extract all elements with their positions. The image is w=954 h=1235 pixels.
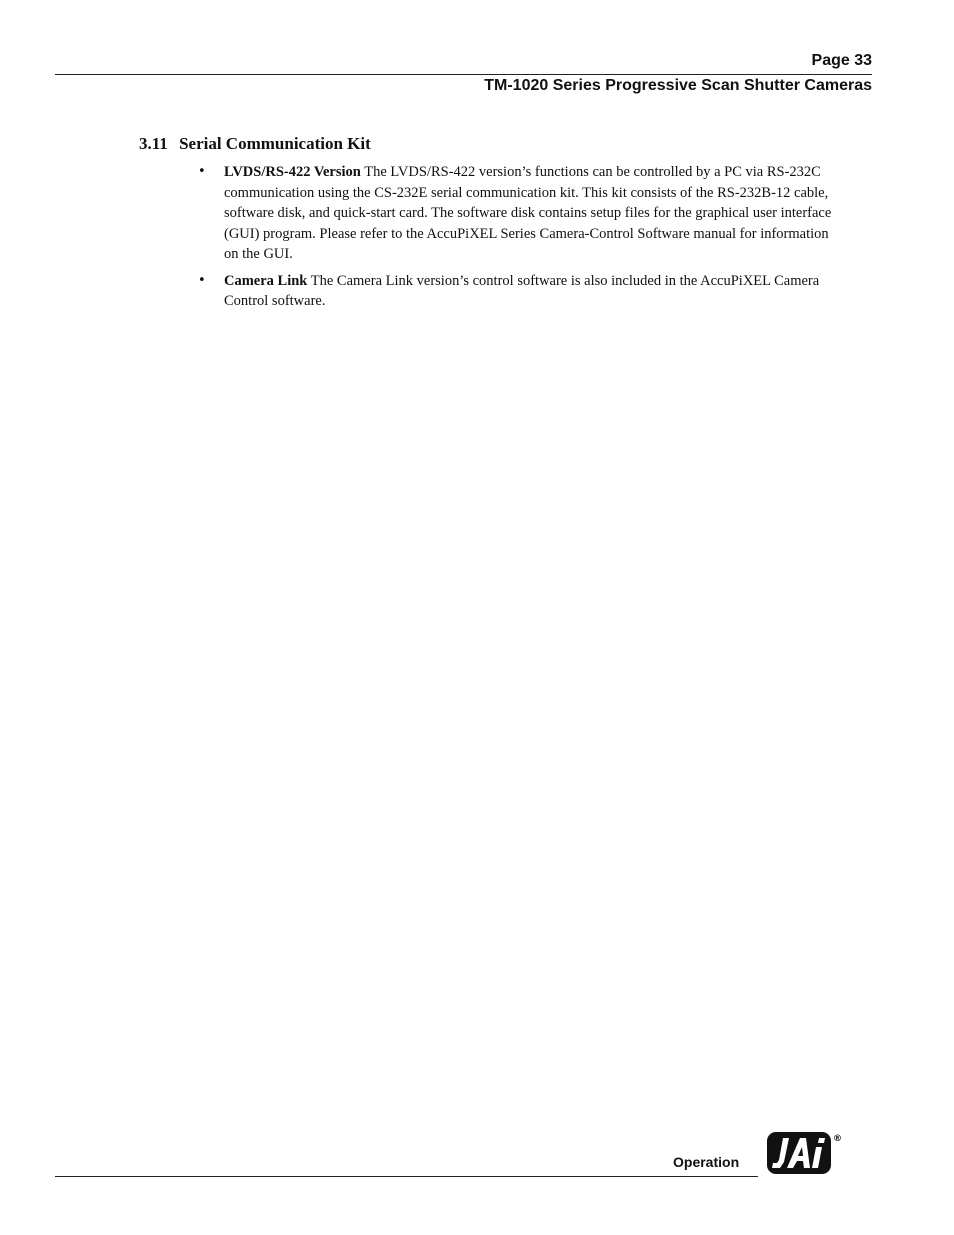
bullet-list [198,162,838,318]
bullet-icon: • [198,164,206,179]
section-title: Serial Communication Kit [179,134,371,153]
bullet-icon: • [198,272,206,288]
jai-logo-icon [762,1128,846,1178]
page-number: Page 33 [811,52,872,69]
bullet-term: LVDS/RS-422 Version [224,164,361,180]
footer-chapter-label: Operation [673,1154,740,1170]
header-divider [55,74,872,75]
registered-mark: ® [833,1134,842,1144]
document-title: TM-1020 Series Progressive Scan Shutter Cameras [484,77,872,94]
footer-divider [55,1176,758,1177]
bullet-text: The Camera Link version’s control software is also included in the AccuPiXEL Camera Control software. [224,272,820,309]
bullet-text: The LVDS/RS-422 version’s functions can be controlled by a PC via RS-232C communication using the CS-232E serial communication kit. This kit consists of the RS-232B-12 cable, software disk, and quick-start card. The software disk contains setup files for the graphical user interface (GUI) program. Please refer to the AccuPiXEL Series Camera-Control Software manual for information on the GUI. [224,164,832,262]
list-item [198,271,838,312]
section-number: 3.11 [139,134,168,153]
bullet-term: Camera Link [224,272,308,289]
list-item [198,162,838,265]
section-heading [139,133,371,155]
